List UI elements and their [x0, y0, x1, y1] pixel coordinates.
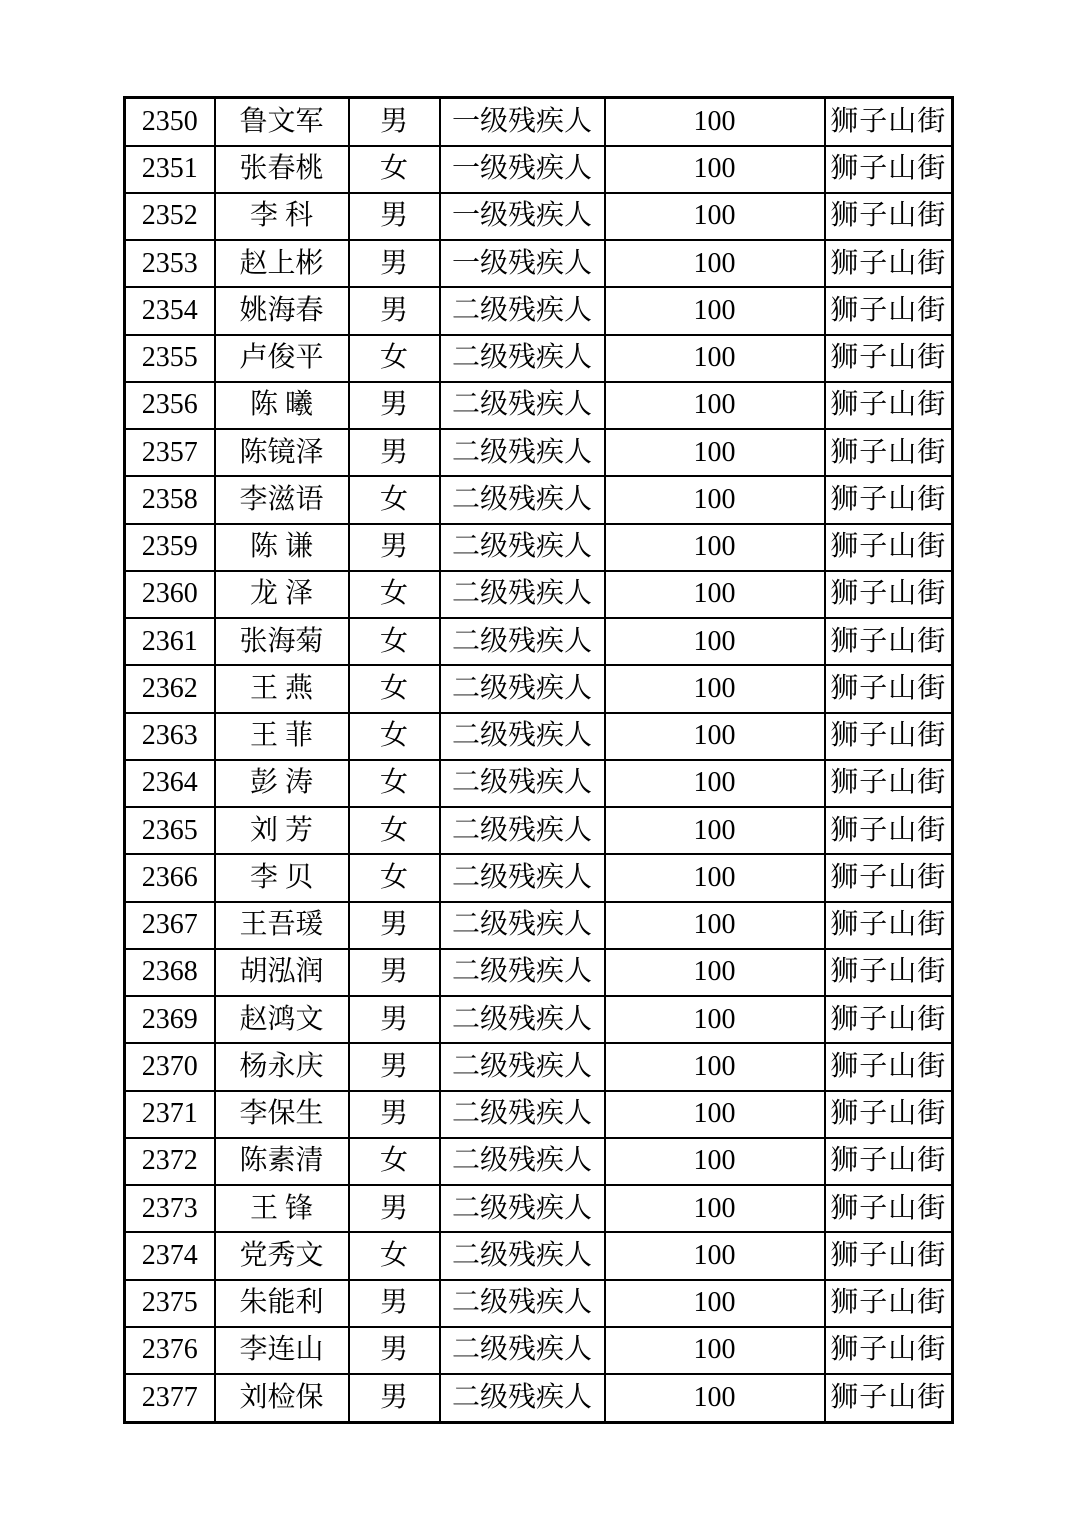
cell-gender: 男 [349, 98, 440, 146]
cell-name: 张海菊 [215, 618, 349, 665]
table-row [125, 1374, 953, 1422]
cell-name: 彭 涛 [215, 760, 349, 807]
cell-category: 一级残疾人 [440, 240, 605, 287]
table-row [125, 1138, 953, 1185]
cell-category: 二级残疾人 [440, 1280, 605, 1327]
cell-name: 陈素清 [215, 1138, 349, 1185]
cell-gender: 男 [349, 1327, 440, 1374]
cell-amount: 100 [605, 807, 825, 854]
cell-street: 狮子山街 [825, 1138, 953, 1185]
table-row [125, 807, 953, 854]
cell-name: 赵鸿文 [215, 996, 349, 1043]
cell-name: 陈 曦 [215, 382, 349, 429]
cell-gender: 男 [349, 949, 440, 996]
cell-street: 狮子山街 [825, 524, 953, 571]
cell-category: 一级残疾人 [440, 193, 605, 240]
table-row [125, 1185, 953, 1232]
cell-amount: 100 [605, 1327, 825, 1374]
cell-name: 胡泓润 [215, 949, 349, 996]
cell-amount: 100 [605, 1138, 825, 1185]
table-row [125, 287, 953, 334]
cell-id: 2366 [125, 854, 215, 901]
cell-category: 二级残疾人 [440, 760, 605, 807]
cell-street: 狮子山街 [825, 240, 953, 287]
cell-amount: 100 [605, 571, 825, 618]
cell-category: 二级残疾人 [440, 1091, 605, 1138]
cell-name: 李连山 [215, 1327, 349, 1374]
table-row [125, 429, 953, 476]
table-row [125, 193, 953, 240]
cell-street: 狮子山街 [825, 146, 953, 193]
cell-gender: 男 [349, 1185, 440, 1232]
cell-gender: 男 [349, 429, 440, 476]
cell-id: 2372 [125, 1138, 215, 1185]
cell-name: 李保生 [215, 1091, 349, 1138]
cell-id: 2376 [125, 1327, 215, 1374]
cell-amount: 100 [605, 1280, 825, 1327]
cell-name: 王 燕 [215, 665, 349, 712]
cell-street: 狮子山街 [825, 335, 953, 382]
table-row [125, 98, 953, 146]
cell-street: 狮子山街 [825, 193, 953, 240]
cell-name: 李 贝 [215, 854, 349, 901]
cell-amount: 100 [605, 287, 825, 334]
cell-amount: 100 [605, 1185, 825, 1232]
table-body [125, 98, 953, 1423]
cell-gender: 女 [349, 1232, 440, 1279]
cell-name: 李 科 [215, 193, 349, 240]
table-row [125, 1043, 953, 1090]
cell-gender: 男 [349, 1091, 440, 1138]
cell-amount: 100 [605, 902, 825, 949]
cell-gender: 男 [349, 1043, 440, 1090]
table-row [125, 240, 953, 287]
cell-name: 杨永庆 [215, 1043, 349, 1090]
table-row [125, 1280, 953, 1327]
table-row [125, 854, 953, 901]
cell-amount: 100 [605, 429, 825, 476]
cell-id: 2359 [125, 524, 215, 571]
table-row [125, 996, 953, 1043]
cell-amount: 100 [605, 193, 825, 240]
cell-gender: 男 [349, 1374, 440, 1422]
cell-street: 狮子山街 [825, 665, 953, 712]
cell-amount: 100 [605, 382, 825, 429]
cell-amount: 100 [605, 1374, 825, 1422]
cell-name: 朱能利 [215, 1280, 349, 1327]
cell-name: 刘 芳 [215, 807, 349, 854]
cell-category: 二级残疾人 [440, 1327, 605, 1374]
cell-id: 2364 [125, 760, 215, 807]
cell-street: 狮子山街 [825, 1327, 953, 1374]
cell-name: 王 菲 [215, 713, 349, 760]
cell-amount: 100 [605, 1232, 825, 1279]
cell-category: 二级残疾人 [440, 996, 605, 1043]
cell-amount: 100 [605, 524, 825, 571]
table-row [125, 902, 953, 949]
cell-gender: 男 [349, 287, 440, 334]
table-row [125, 524, 953, 571]
cell-category: 二级残疾人 [440, 665, 605, 712]
cell-gender: 男 [349, 524, 440, 571]
cell-street: 狮子山街 [825, 1185, 953, 1232]
cell-id: 2373 [125, 1185, 215, 1232]
cell-street: 狮子山街 [825, 760, 953, 807]
cell-category: 二级残疾人 [440, 382, 605, 429]
cell-id: 2375 [125, 1280, 215, 1327]
cell-category: 二级残疾人 [440, 949, 605, 996]
cell-amount: 100 [605, 854, 825, 901]
cell-gender: 男 [349, 996, 440, 1043]
cell-category: 二级残疾人 [440, 713, 605, 760]
cell-category: 二级残疾人 [440, 429, 605, 476]
cell-amount: 100 [605, 949, 825, 996]
cell-category: 二级残疾人 [440, 476, 605, 523]
cell-street: 狮子山街 [825, 618, 953, 665]
cell-id: 2369 [125, 996, 215, 1043]
cell-id: 2355 [125, 335, 215, 382]
cell-name: 刘检保 [215, 1374, 349, 1422]
cell-id: 2358 [125, 476, 215, 523]
cell-category: 一级残疾人 [440, 98, 605, 146]
cell-id: 2356 [125, 382, 215, 429]
cell-id: 2365 [125, 807, 215, 854]
cell-category: 二级残疾人 [440, 1043, 605, 1090]
cell-id: 2354 [125, 287, 215, 334]
cell-name: 赵上彬 [215, 240, 349, 287]
cell-street: 狮子山街 [825, 1043, 953, 1090]
table-row [125, 382, 953, 429]
cell-gender: 女 [349, 571, 440, 618]
cell-gender: 女 [349, 854, 440, 901]
cell-id: 2374 [125, 1232, 215, 1279]
cell-amount: 100 [605, 996, 825, 1043]
table-row [125, 146, 953, 193]
cell-name: 陈镜泽 [215, 429, 349, 476]
cell-name: 张春桃 [215, 146, 349, 193]
cell-gender: 女 [349, 618, 440, 665]
cell-gender: 女 [349, 1138, 440, 1185]
cell-category: 二级残疾人 [440, 854, 605, 901]
cell-gender: 男 [349, 193, 440, 240]
table-row [125, 760, 953, 807]
cell-street: 狮子山街 [825, 854, 953, 901]
cell-street: 狮子山街 [825, 949, 953, 996]
cell-category: 二级残疾人 [440, 287, 605, 334]
table-row [125, 618, 953, 665]
cell-name: 卢俊平 [215, 335, 349, 382]
cell-category: 二级残疾人 [440, 807, 605, 854]
cell-amount: 100 [605, 665, 825, 712]
table-row [125, 571, 953, 618]
benefits-table [123, 96, 954, 1424]
cell-amount: 100 [605, 713, 825, 760]
cell-amount: 100 [605, 476, 825, 523]
cell-id: 2377 [125, 1374, 215, 1422]
cell-id: 2371 [125, 1091, 215, 1138]
cell-category: 二级残疾人 [440, 335, 605, 382]
cell-street: 狮子山街 [825, 1374, 953, 1422]
cell-street: 狮子山街 [825, 98, 953, 146]
cell-street: 狮子山街 [825, 1232, 953, 1279]
cell-id: 2367 [125, 902, 215, 949]
cell-gender: 女 [349, 807, 440, 854]
cell-street: 狮子山街 [825, 476, 953, 523]
cell-category: 二级残疾人 [440, 571, 605, 618]
cell-id: 2360 [125, 571, 215, 618]
cell-id: 2353 [125, 240, 215, 287]
cell-amount: 100 [605, 760, 825, 807]
cell-street: 狮子山街 [825, 382, 953, 429]
cell-category: 二级残疾人 [440, 1374, 605, 1422]
cell-category: 二级残疾人 [440, 1138, 605, 1185]
table-row [125, 949, 953, 996]
cell-gender: 女 [349, 146, 440, 193]
cell-id: 2357 [125, 429, 215, 476]
cell-gender: 女 [349, 476, 440, 523]
cell-name: 王吾瑗 [215, 902, 349, 949]
cell-id: 2370 [125, 1043, 215, 1090]
cell-street: 狮子山街 [825, 713, 953, 760]
cell-amount: 100 [605, 146, 825, 193]
cell-name: 陈 谦 [215, 524, 349, 571]
cell-gender: 女 [349, 665, 440, 712]
cell-id: 2350 [125, 98, 215, 146]
cell-street: 狮子山街 [825, 1091, 953, 1138]
cell-amount: 100 [605, 618, 825, 665]
cell-street: 狮子山街 [825, 996, 953, 1043]
table-row [125, 476, 953, 523]
cell-amount: 100 [605, 1091, 825, 1138]
cell-category: 一级残疾人 [440, 146, 605, 193]
cell-id: 2352 [125, 193, 215, 240]
table-row [125, 335, 953, 382]
cell-name: 龙 泽 [215, 571, 349, 618]
cell-gender: 男 [349, 1280, 440, 1327]
cell-gender: 女 [349, 713, 440, 760]
cell-amount: 100 [605, 1043, 825, 1090]
table-row [125, 713, 953, 760]
cell-name: 姚海春 [215, 287, 349, 334]
cell-name: 李滋语 [215, 476, 349, 523]
cell-street: 狮子山街 [825, 807, 953, 854]
cell-gender: 男 [349, 382, 440, 429]
cell-street: 狮子山街 [825, 429, 953, 476]
cell-gender: 男 [349, 902, 440, 949]
cell-name: 王 锋 [215, 1185, 349, 1232]
table-row [125, 1232, 953, 1279]
cell-gender: 男 [349, 240, 440, 287]
cell-gender: 女 [349, 335, 440, 382]
cell-category: 二级残疾人 [440, 1232, 605, 1279]
cell-street: 狮子山街 [825, 902, 953, 949]
cell-id: 2362 [125, 665, 215, 712]
cell-category: 二级残疾人 [440, 618, 605, 665]
cell-street: 狮子山街 [825, 571, 953, 618]
table-row [125, 1327, 953, 1374]
cell-street: 狮子山街 [825, 1280, 953, 1327]
cell-amount: 100 [605, 240, 825, 287]
cell-name: 鲁文军 [215, 98, 349, 146]
cell-name: 党秀文 [215, 1232, 349, 1279]
cell-amount: 100 [605, 98, 825, 146]
cell-category: 二级残疾人 [440, 902, 605, 949]
cell-id: 2351 [125, 146, 215, 193]
cell-id: 2361 [125, 618, 215, 665]
cell-id: 2368 [125, 949, 215, 996]
table-row [125, 1091, 953, 1138]
cell-amount: 100 [605, 335, 825, 382]
cell-category: 二级残疾人 [440, 1185, 605, 1232]
cell-id: 2363 [125, 713, 215, 760]
table-row [125, 665, 953, 712]
cell-category: 二级残疾人 [440, 524, 605, 571]
cell-gender: 女 [349, 760, 440, 807]
cell-street: 狮子山街 [825, 287, 953, 334]
